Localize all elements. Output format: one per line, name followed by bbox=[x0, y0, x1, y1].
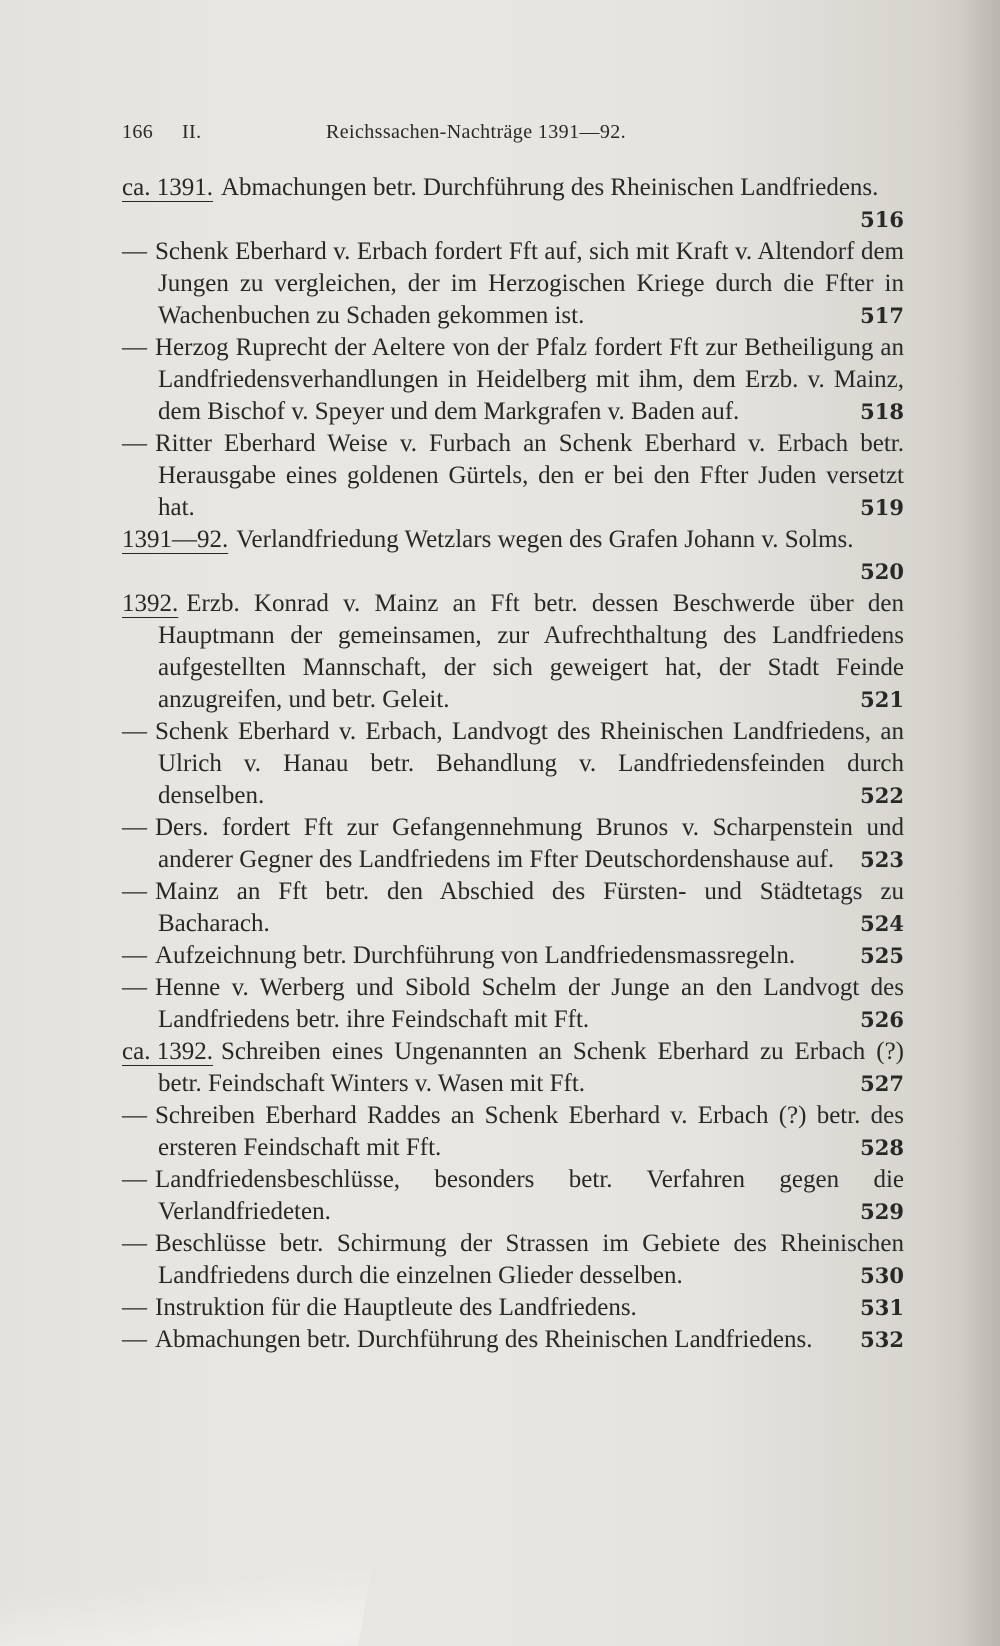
entry-number: 519 bbox=[860, 495, 904, 520]
ditto-dash: — bbox=[122, 974, 147, 1001]
ditto-dash: — bbox=[122, 1102, 147, 1129]
entry-text: Verlandfriedung Wetzlars wegen des Grafen Johann v. Solms. bbox=[236, 526, 854, 553]
entry-list bbox=[122, 172, 904, 1356]
entry-text: Erzb. Konrad v. Mainz an Fft betr. dessen Beschwerde über den Hauptmann der gemeinsamen, zur Aufrechthaltung des Landfriedens aufgestellten Mannschaft, der sich geweigert hat, der Stadt Feinde anzugreifen, und betr. Geleit. bbox=[158, 590, 904, 713]
entry-text: Mainz an Fft betr. den Abschied des Fürsten- und Städtetags zu Bacharach. bbox=[155, 878, 904, 937]
entry-text: Instruktion für die Hauptleute des Landfriedens. bbox=[155, 1294, 637, 1321]
ditto-dash: — bbox=[122, 942, 147, 969]
ditto-dash: — bbox=[122, 1294, 147, 1321]
ditto-dash: — bbox=[122, 238, 147, 265]
entry-item bbox=[122, 876, 904, 940]
entry-item bbox=[122, 172, 904, 236]
entry-item bbox=[122, 1228, 904, 1292]
page-number: 166 bbox=[122, 121, 154, 143]
page-edge-shadow bbox=[960, 0, 1000, 1646]
entry-item bbox=[122, 428, 904, 524]
entry-item bbox=[122, 812, 904, 876]
entry-number: 522 bbox=[860, 783, 904, 808]
entry-text: Ritter Eberhard Weise v. Furbach an Schenk Eberhard v. Erbach betr. Herausgabe eines goldenen Gürtels, den er bei den Ffter Juden versetzt hat. bbox=[155, 430, 904, 521]
entry-item bbox=[122, 1100, 904, 1164]
entry-text: Herzog Ruprecht der Aeltere von der Pfalz fordert Fft zur Betheiligung an Landfriedensverhandlungen in Heidelberg mit ihm, dem Erzb. v. Mainz, dem Bischof v. Speyer und dem Markgrafen v. Baden auf. bbox=[155, 334, 904, 425]
entry-date: 1391—92. bbox=[122, 526, 229, 553]
entry-item bbox=[122, 972, 904, 1036]
entry-number: 517 bbox=[860, 303, 904, 328]
ditto-dash: — bbox=[122, 878, 147, 905]
entry-number: 524 bbox=[860, 911, 904, 936]
entry-number: 523 bbox=[860, 847, 904, 872]
entry-text: Schenk Eberhard v. Erbach, Landvogt des Rheinischen Landfriedens, an Ulrich v. Hanau betr. Behandlung v. Landfriedensfeinden durch denselben. bbox=[155, 718, 904, 809]
entry-item bbox=[122, 588, 904, 716]
entry-text: Schreiben Eberhard Raddes an Schenk Eberhard v. Erbach (?) betr. des ersteren Feindschaft mit Fft. bbox=[155, 1102, 904, 1161]
entry-number: 531 bbox=[860, 1295, 904, 1320]
entry-number: 518 bbox=[860, 399, 904, 424]
entry-number: 516 bbox=[860, 207, 904, 232]
ditto-dash: — bbox=[122, 814, 147, 841]
ditto-dash: — bbox=[122, 334, 147, 361]
ditto-dash: — bbox=[122, 718, 147, 745]
entry-text: Schreiben eines Ungenannten an Schenk Eberhard zu Erbach (?) betr. Feindschaft Winters v. Wasen mit Fft. bbox=[158, 1038, 904, 1097]
entry-text: Aufzeichnung betr. Durchführung von Landfriedensmassregeln. bbox=[155, 942, 796, 969]
entry-item bbox=[122, 1292, 904, 1324]
entry-date: ca. 1392. bbox=[122, 1038, 213, 1065]
entry-item bbox=[122, 716, 904, 812]
running-header bbox=[122, 121, 882, 151]
entry-text: Abmachungen betr. Durchführung des Rheinischen Landfriedens. bbox=[220, 174, 879, 201]
entry-number: 529 bbox=[860, 1199, 904, 1224]
entry-item bbox=[122, 1036, 904, 1100]
entry-item bbox=[122, 236, 904, 332]
entry-item bbox=[122, 524, 904, 588]
ditto-dash: — bbox=[122, 430, 147, 457]
part-label: II. bbox=[182, 121, 202, 143]
entry-item bbox=[122, 940, 904, 972]
ditto-dash: — bbox=[122, 1166, 147, 1193]
entry-number: 520 bbox=[860, 559, 904, 584]
entry-number: 526 bbox=[860, 1007, 904, 1032]
entry-number: 521 bbox=[860, 687, 904, 712]
entry-text: Ders. fordert Fft zur Gefangennehmung Brunos v. Scharpenstein und anderer Gegner des Landfriedens im Ffter Deutschordenshause auf. bbox=[155, 814, 904, 873]
entry-item bbox=[122, 332, 904, 428]
running-title: Reichssachen-Nachträge 1391—92. bbox=[326, 121, 627, 143]
ditto-dash: — bbox=[122, 1326, 147, 1353]
page-corner-fold bbox=[0, 1471, 376, 1646]
entry-text: Landfriedensbeschlüsse, besonders betr. Verfahren gegen die Verlandfriedeten. bbox=[155, 1166, 904, 1225]
entry-number: 530 bbox=[860, 1263, 904, 1288]
ditto-dash: — bbox=[122, 1230, 147, 1257]
entry-date: ca. 1391. bbox=[122, 174, 213, 201]
entry-item bbox=[122, 1324, 904, 1356]
entry-item bbox=[122, 1164, 904, 1228]
entry-text: Beschlüsse betr. Schirmung der Strassen im Gebiete des Rheinischen Landfriedens durch die einzelnen Glieder desselben. bbox=[155, 1230, 904, 1289]
entry-number: 525 bbox=[860, 943, 904, 968]
entry-text: Henne v. Werberg und Sibold Schelm der Junge an den Landvogt des Landfriedens betr. ihre Feindschaft mit Fft. bbox=[155, 974, 904, 1033]
entry-text: Abmachungen betr. Durchführung des Rheinischen Landfriedens. bbox=[155, 1326, 813, 1353]
entry-number: 528 bbox=[860, 1135, 904, 1160]
entry-number: 527 bbox=[860, 1071, 904, 1096]
entry-text: Schenk Eberhard v. Erbach fordert Fft auf, sich mit Kraft v. Altendorf dem Jungen zu vergleichen, der im Herzogischen Kriege durch die Ffter in Wachenbuchen zu Schaden gekommen ist. bbox=[155, 238, 904, 329]
entry-date: 1392. bbox=[122, 590, 179, 617]
entry-number: 532 bbox=[860, 1327, 904, 1352]
